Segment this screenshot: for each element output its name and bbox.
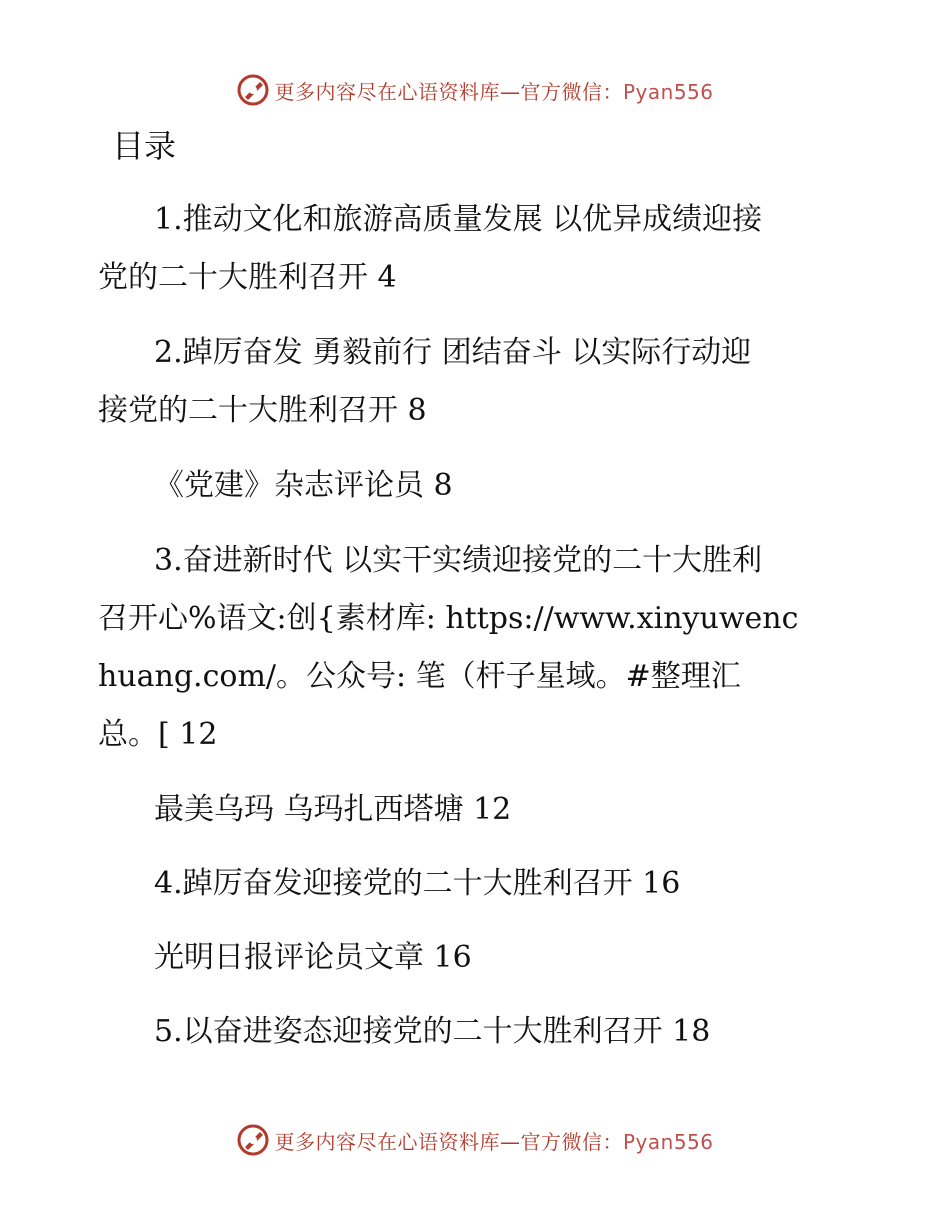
banner-text: 更多内容尽在心语资料库—官方微信：Pyan556 [274,79,714,104]
wechat-id: Pyan556 [622,1129,714,1154]
toc-entry-5: 5.以奋进姿态迎接党的二十大胜利召开 18 [154,1014,711,1049]
toc-entry-3-line-3: huang.com/。公众号: 笔（杆子星域。#整理汇 [98,659,741,694]
logo-icon [236,1123,270,1157]
footer-banner [0,1120,950,1160]
toc-entry-4: 4.踔厉奋发迎接党的二十大胜利召开 16 [154,866,681,901]
toc-entry-1-line-1: 1.推动文化和旅游高质量发展 以优异成绩迎接 [154,202,763,237]
header-banner [0,70,950,110]
logo-icon [236,73,270,107]
toc-entry-3-line-4: 总。[ 12 [98,717,218,752]
toc-entry-author-1: 《党建》杂志评论员 8 [154,468,453,503]
wechat-id: Pyan556 [622,79,714,104]
toc-entry-3-line-1: 3.奋进新时代 以实干实绩迎接党的二十大胜利 [154,543,763,578]
toc-entry-2-line-1: 2.踔厉奋发 勇毅前行 团结奋斗 以实际行动迎 [154,335,752,370]
banner-text: 更多内容尽在心语资料库—官方微信：Pyan556 [274,1129,714,1154]
toc-entry-3-line-2: 召开心%语文:创{素材库: https://www.xinyuwenc [98,601,799,636]
toc-title: 目录 [112,127,177,165]
toc-entry-1-line-2: 党的二十大胜利召开 4 [98,260,397,295]
toc-entry-author-4: 光明日报评论员文章 16 [154,940,472,975]
toc-entry-author-3: 最美乌玛 乌玛扎西塔塘 12 [154,792,512,827]
toc-entry-2-line-2: 接党的二十大胜利召开 8 [98,393,427,428]
